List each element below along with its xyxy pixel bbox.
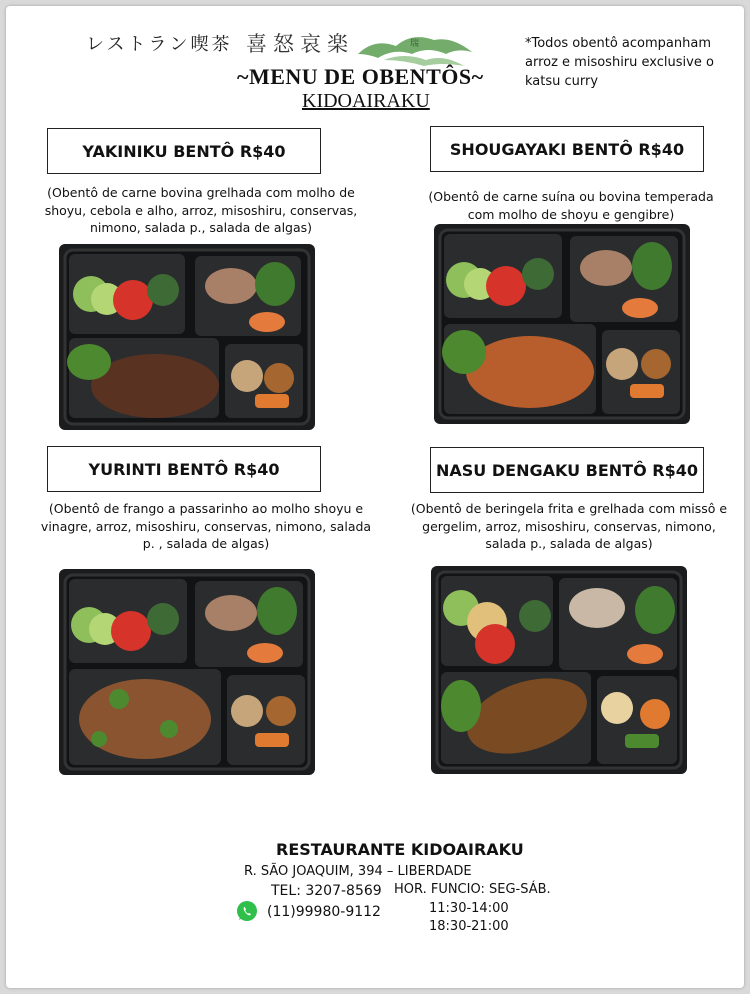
bento-photo <box>431 566 687 774</box>
footer-whatsapp-number[interactable]: (11)99980-9112 <box>267 904 381 920</box>
item-title-box: YURINTI BENTÔ R$40 <box>47 446 321 492</box>
footer-title: RESTAURANTE KIDOAIRAKU <box>276 840 524 859</box>
bento-photo <box>59 569 315 775</box>
japanese-restaurant-label: レストラン喫茶 <box>86 34 233 55</box>
desc-line: (Obentô de beringela frita e grelhada com missô e <box>410 501 728 516</box>
item-description <box>36 500 376 553</box>
footer-address: R. SÃO JOAQUIM, 394 – LIBERDADE <box>244 864 472 879</box>
side-note-line: arroz e misoshiru exclusive o <box>525 55 714 70</box>
menu-page <box>6 6 744 988</box>
whatsapp-icon[interactable] <box>236 900 258 922</box>
footer-hours-lunch: 11:30-14:00 <box>429 901 509 916</box>
desc-line: p. , salada de algas) <box>142 536 270 551</box>
item-description <box>413 188 729 223</box>
item-description <box>404 500 734 553</box>
item-title-box: NASU DENGAKU BENTÔ R$40 <box>430 447 704 493</box>
item-description <box>42 184 360 237</box>
side-note-line: *Todos obentô acompanham <box>525 36 711 51</box>
restaurant-name-heading: KIDOAIRAKU <box>302 90 430 112</box>
desc-line: salada p., salada de algas) <box>485 536 653 551</box>
desc-line: (Obentô de carne suína ou bovina temperada <box>428 189 714 204</box>
svg-text:瑞: 瑞 <box>410 39 420 49</box>
footer-hours-dinner: 18:30-21:00 <box>429 919 509 934</box>
desc-line: gergelim, arroz, misoshiru, conservas, nimono, <box>422 518 716 534</box>
japanese-kanji-logo: 喜怒哀楽 <box>246 32 354 56</box>
desc-line: (Obentô de carne bovina grelhada com molho de <box>47 185 355 200</box>
desc-line: vinagre, arroz, misoshiru, conservas, nimono, salada <box>40 518 372 534</box>
desc-line: (Obentô de frango a passarinho ao molho shoyu e <box>48 501 364 516</box>
footer-telephone[interactable]: TEL: 3207-8569 <box>271 883 382 899</box>
desc-line: com molho de shoyu e gengibre) <box>467 206 675 222</box>
menu-title: ~MENU DE OBENTÔS~ <box>237 64 484 89</box>
item-title-box: SHOUGAYAKI BENTÔ R$40 <box>430 126 704 172</box>
side-note-line: katsu curry <box>525 74 599 89</box>
footer-hours-label: HOR. FUNCIO: SEG-SÁB. <box>394 882 551 897</box>
bento-photo <box>434 224 690 424</box>
bento-photo <box>59 244 315 430</box>
item-title-box: YAKINIKU BENTÔ R$40 <box>47 128 321 174</box>
side-note <box>525 34 714 91</box>
desc-line: nimono, salada p., salada de algas) <box>89 220 313 235</box>
desc-line: shoyu, cebola e alho, arroz, misoshiru, conservas, <box>44 202 358 218</box>
